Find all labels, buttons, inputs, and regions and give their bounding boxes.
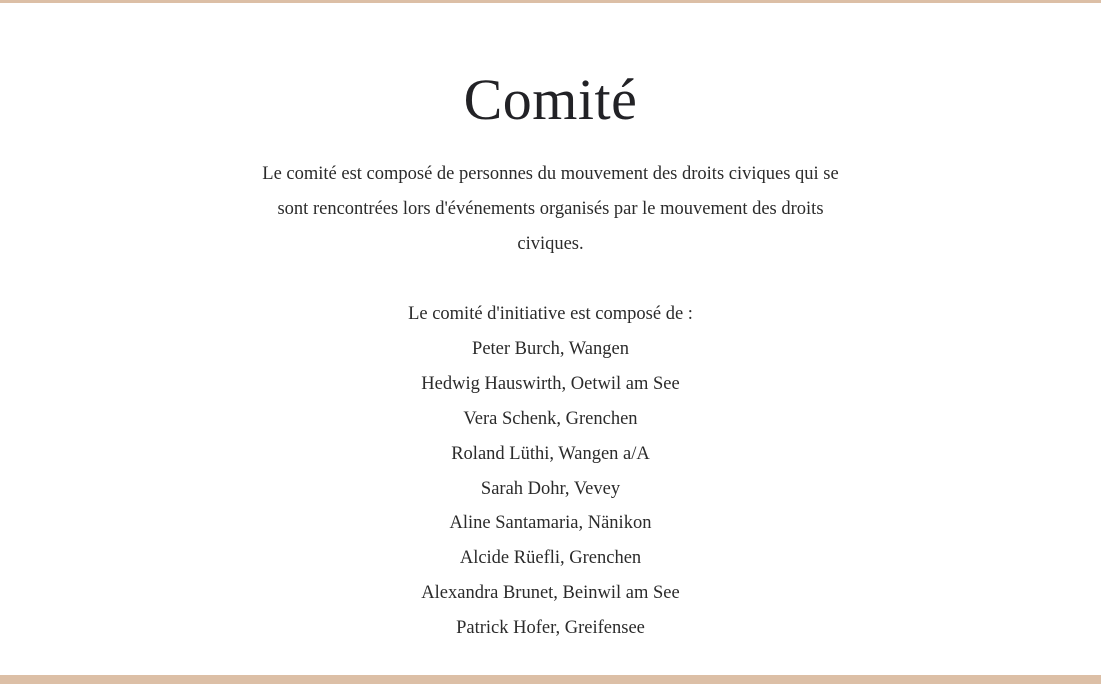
member-item: Alexandra Brunet, Beinwil am See (421, 583, 680, 604)
top-accent-bar (0, 0, 1101, 3)
member-item: Sarah Dohr, Vevey (480, 478, 621, 499)
member-item: Hedwig Hauswirth, Oetwil am See (421, 373, 680, 394)
bottom-accent-bar (0, 675, 1101, 684)
member-item: Alcide Rüefli, Grenchen (459, 548, 642, 569)
members-heading: Le comité d'initiative est composé de : (408, 304, 693, 324)
member-item: Aline Santamaria, Nänikon (449, 513, 652, 534)
members-list (250, 297, 851, 646)
member-item: Peter Burch, Wangen (472, 338, 629, 359)
intro-paragraph: Le comité est composé de personnes du mouvement des droits civiques qui se sont rencontrées lors d'événements organisés par le mouvement des droits civiques. (262, 164, 839, 254)
page-title: Comité (463, 67, 638, 132)
member-item: Patrick Hofer, Greifensee (456, 618, 645, 639)
member-item: Vera Schenk, Grenchen (463, 408, 638, 429)
member-item: Roland Lüthi, Wangen a/A (451, 443, 650, 464)
